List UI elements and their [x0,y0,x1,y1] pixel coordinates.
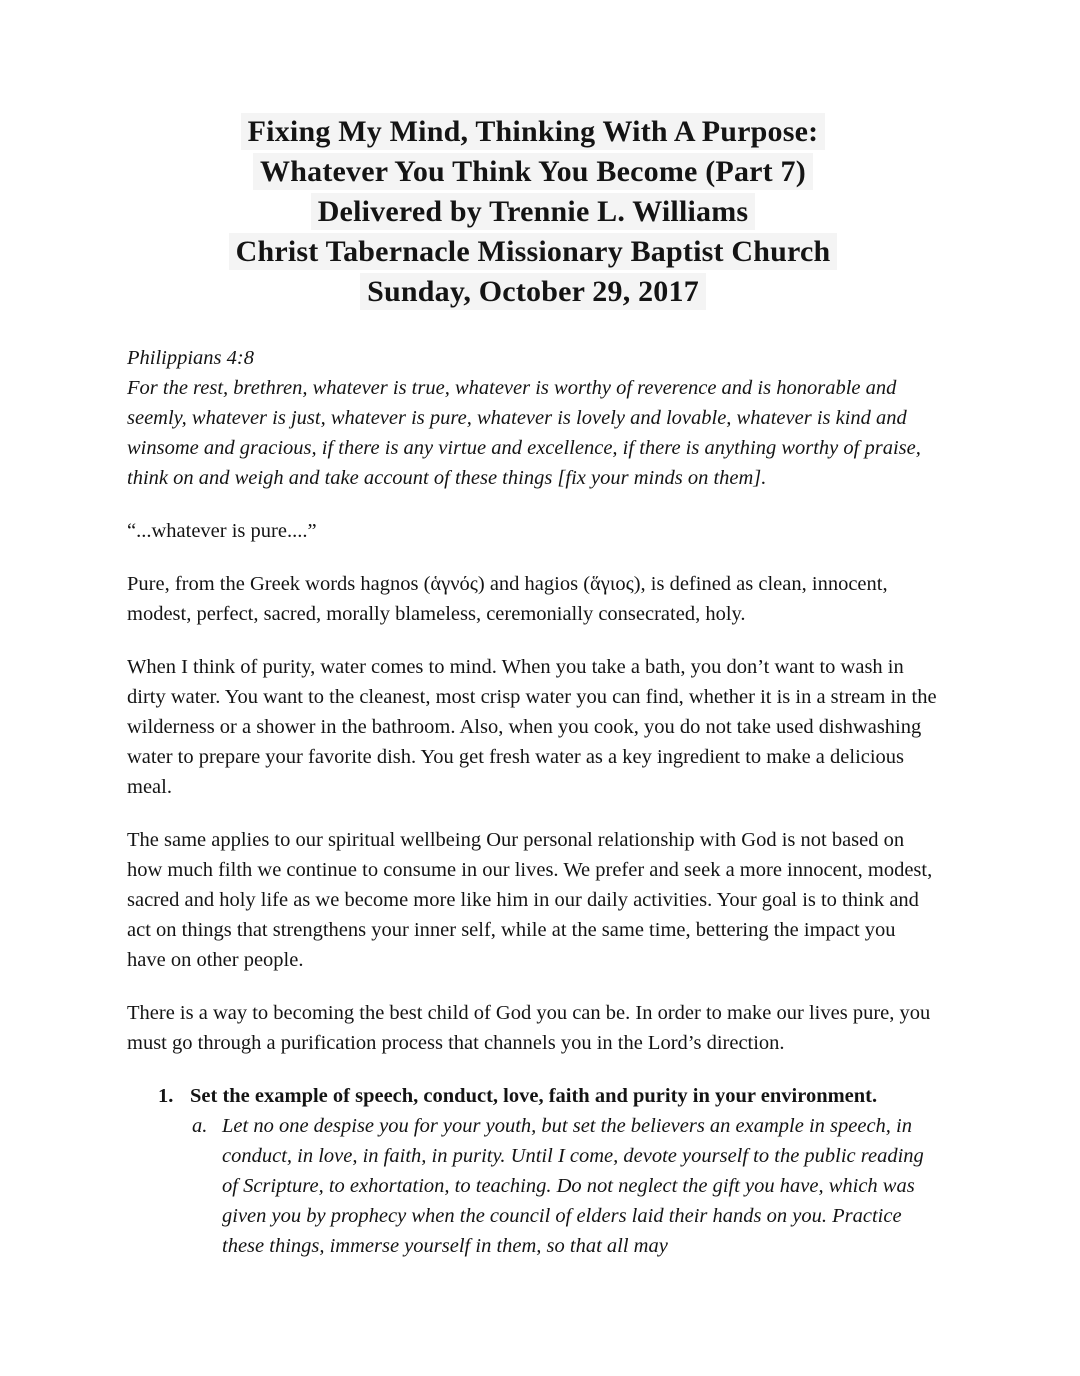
spiritual-wellbeing-paragraph: The same applies to our spiritual wellbeing Our personal relationship with God is not based on how much filth we continue to consume in our lives. We prefer and seek a more innocent, modest, sacred and holy life as we become more like him in our daily activities. Your goal is to think and act on things that strengthens your inner self, while at the same time, bettering the impact you have on other people. [127,829,933,971]
purification-paragraph: There is a way to becoming the best child of God you can be. In order to make our lives pure, you must go through a purification process that channels you in the Lord’s direction. [127,1002,931,1054]
list-item-1 [158,1081,939,1111]
sermon-title [127,112,939,312]
list-item-1a-text: Let no one despise you for your youth, but set the believers an example in speech, in conduct, in love, in faith, in purity. Until I come, devote yourself to the public reading of Scripture, to exhortation, to teaching. Do not neglect the gift you have, which was given you by prophecy when the council of elders laid their hands on you. Practice these things, immerse yourself in them, so that all may [222,1115,924,1257]
scripture-text: For the rest, brethren, whatever is true, whatever is worthy of reverence and is honorable and seemly, whatever is just, whatever is pure, whatever is lovely and lovable, whatever is kind and winsome and gracious, if there is any virtue and excellence, if there is anything worthy of praise, think on and weigh and take account of these things [fix your minds on them]. [127,377,921,489]
pure-quote: “...whatever is pure....” [127,520,317,542]
list-item-1-number: 1. [158,1085,174,1107]
title-line-3 [127,192,939,232]
title-line-3-text: Delivered by Trennie L. Williams [311,193,756,230]
title-line-1-text: Fixing My Mind, Thinking With A Purpose: [241,113,826,150]
document-body [127,343,939,1261]
title-line-4 [127,232,939,272]
list-item-1a [192,1111,939,1261]
title-line-1 [127,112,939,152]
scripture-reference: Philippians 4:8 [127,347,254,369]
title-line-2 [127,152,939,192]
greek-definition-paragraph: Pure, from the Greek words hagnos (ἁγνός) and hagios (ἅγιος), is defined as clean, innocent, modest, perfect, sacred, morally blameless, ceremonially consecrated, holy. [127,573,888,625]
scripture-block [127,343,939,493]
title-line-5 [127,272,939,312]
sermon-point-list [127,1081,939,1261]
purity-water-paragraph: When I think of purity, water comes to mind. When you take a bath, you don’t want to wash in dirty water. You want to the cleanest, most crisp water you can find, whether it is in a stream in the wilderness or a shower in the bathroom. Also, when you cook, you do not take used dishwashing water to prepare your favorite dish. You get fresh water as a key ingredient to make a delicious meal. [127,656,937,798]
title-line-2-text: Whatever You Think You Become (Part 7) [253,153,813,190]
list-item-1-text: Set the example of speech, conduct, love, faith and purity in your environment. [190,1085,878,1107]
title-line-4-text: Christ Tabernacle Missionary Baptist Church [229,233,838,270]
title-line-5-text: Sunday, October 29, 2017 [360,273,706,310]
list-item-1a-letter: a. [192,1115,208,1137]
